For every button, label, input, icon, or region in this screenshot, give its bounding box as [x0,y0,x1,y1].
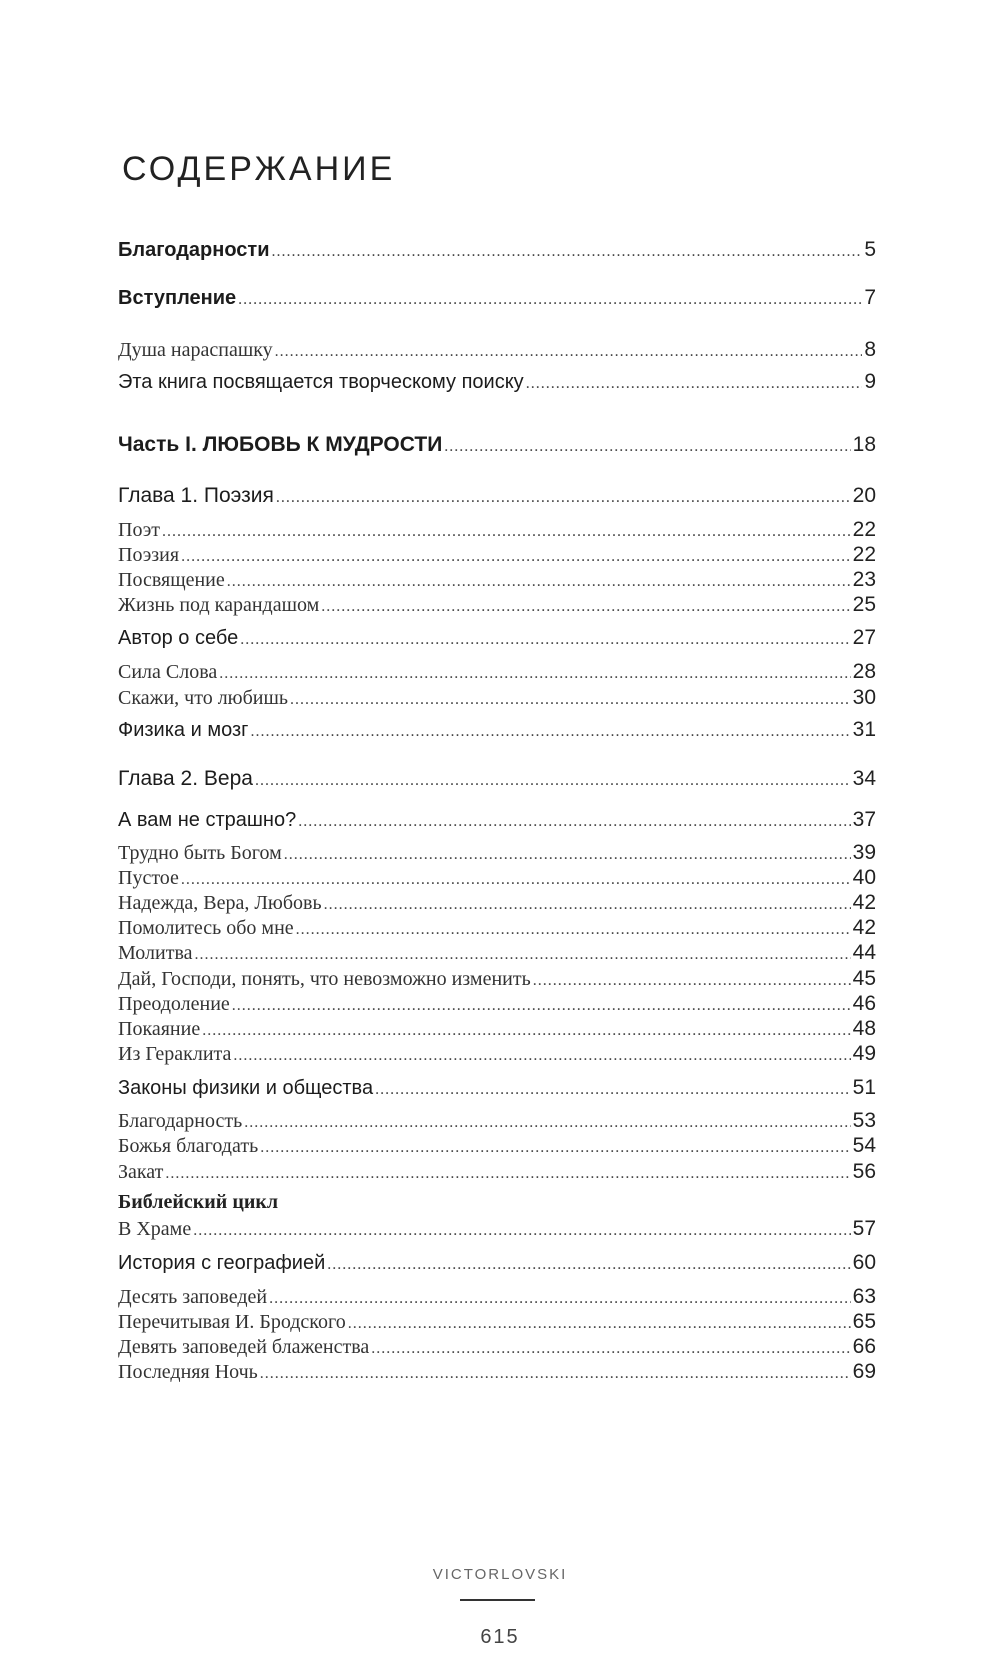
toc-entry [118,841,876,865]
toc-entry-label: Сила Слова [118,661,218,683]
toc-entry-page: 57 [852,1217,876,1240]
toc-entry-page: 5 [864,238,876,261]
toc-entry-page: 42 [852,916,876,939]
dot-leader [324,896,851,914]
toc-entry-label: Трудно быть Богом [118,842,282,864]
toc-entry-label: Часть I. ЛЮБОВЬ К МУДРОСТИ [118,433,443,456]
toc-entry-label: Надежда, Вера, Любовь [118,892,322,914]
toc-entry-page: 60 [852,1251,876,1274]
dot-leader [375,1081,851,1099]
toc-entry [118,1285,876,1309]
dot-leader [298,813,850,831]
toc-entry [118,941,876,965]
toc-entry-page: 40 [852,866,876,889]
toc-entry [118,808,876,832]
toc-entry [118,866,876,890]
dot-leader [195,946,851,964]
toc-entry-label: Поэзия [118,544,180,566]
toc-entry [118,891,876,915]
toc-entry [118,1076,876,1100]
toc-entry-label: Покаяние [118,1018,201,1040]
toc-entry-label: Глава 2. Вера [118,767,253,790]
dot-leader [260,1365,851,1383]
toc-entry-chapter [118,767,876,791]
toc-entry [118,660,876,684]
toc-entry-page: 53 [852,1109,876,1132]
toc-entry-label: Законы физики и общества [118,1077,374,1099]
toc-entry [118,1335,876,1359]
toc-entry-page: 34 [852,767,876,790]
dot-leader [238,291,862,309]
toc-entry [118,1017,876,1041]
toc-entry-label: Божья благодать [118,1135,259,1157]
toc-entry-label: Пустое [118,867,179,889]
toc-entry-page: 48 [852,1017,876,1040]
dot-leader [193,1222,850,1240]
toc-entry-page: 51 [852,1076,876,1099]
toc-entry-page: 20 [852,484,876,507]
toc-entry-label: Скажи, что любишь [118,687,289,709]
toc-entry-label: Молитва [118,942,193,964]
dot-leader [181,871,851,889]
toc-entry-page: 49 [852,1042,876,1065]
toc-entry-label: Дай, Господи, понять, что невозможно изменить [118,968,531,990]
toc-entry [118,286,876,310]
section-heading: Библейский цикл [118,1191,279,1213]
page-title: СОДЕРЖАНИЕ [122,150,396,188]
toc-entry-label: А вам не страшно? [118,809,297,831]
dot-leader [250,723,850,741]
toc-entry-page: 27 [852,626,876,649]
toc-entry-page: 39 [852,841,876,864]
dot-leader [202,1022,850,1040]
toc-entry-page: 69 [852,1360,876,1383]
toc-entry [118,967,876,991]
toc-entry-label: Эта книга посвящается творческому поиску [118,371,524,393]
toc-entry-page: 22 [852,518,876,541]
dot-leader [260,1139,850,1157]
toc-entry [118,686,876,710]
toc-entry-page: 54 [852,1134,876,1157]
dot-leader [327,1256,850,1274]
toc-entry [118,370,876,394]
dot-leader [272,243,863,261]
toc-entry [118,543,876,567]
dot-leader [526,375,863,393]
toc-entry-label: Из Гераклита [118,1043,232,1065]
toc-entry-label: Жизнь под карандашом [118,594,320,616]
publisher-brand: VICTORLOVSKI [432,1566,568,1583]
toc-entry [118,593,876,617]
dot-leader [533,972,851,990]
toc-entry [118,1109,876,1133]
toc-entry-label: Десять заповедей [118,1286,268,1308]
dot-leader [371,1340,850,1358]
toc-entry [118,916,876,940]
dot-leader [165,1165,850,1183]
dot-leader [240,631,850,649]
toc-entry [118,568,876,592]
dot-leader [275,343,863,361]
page-number: 615 [480,1626,520,1648]
dot-leader [296,921,851,939]
toc-entry-label: Девять заповедей блаженства [118,1336,370,1358]
toc-entry-page: 63 [852,1285,876,1308]
toc-entry-page: 37 [852,808,876,831]
toc-entry-label: Автор о себе [118,627,239,649]
toc-entry [118,1134,876,1158]
dot-leader [255,772,851,790]
dot-leader [244,1114,850,1132]
toc-entry-page: 42 [852,891,876,914]
toc-entry-page: 25 [852,593,876,616]
toc-entry-label: Помолитесь обо мне [118,917,294,939]
toc-entry-page: 44 [852,941,876,964]
dot-leader [276,489,851,507]
dot-leader [162,523,851,541]
toc-entry [118,1360,876,1384]
toc-entry-label: Благодарность [118,1110,243,1132]
toc-entry-chapter [118,484,876,508]
toc-entry-page: 65 [852,1310,876,1333]
toc-entry-label: Поэт [118,519,161,541]
toc-entry-page: 56 [852,1160,876,1183]
toc-entry [118,338,876,362]
toc-entry-label: Последняя Ночь [118,1361,258,1383]
toc-entry-label: Душа нараспашку [118,339,273,361]
dot-leader [269,1290,851,1308]
toc-entry [118,1217,876,1241]
dot-leader [219,665,850,683]
dot-leader [444,438,850,456]
toc-entry-page: 30 [852,686,876,709]
toc-entry-label: Физика и мозг [118,719,249,741]
toc-entry [118,1160,876,1184]
toc-entry-label: История с географией [118,1252,326,1274]
toc-entry [118,626,876,650]
toc-entry-page: 18 [852,433,876,456]
dot-leader [233,1047,850,1065]
toc-entry [118,238,876,262]
toc-entry-page: 45 [852,967,876,990]
toc-entry-page: 7 [864,286,876,309]
dot-leader [348,1315,851,1333]
toc-entry-page: 23 [852,568,876,591]
toc-entry-page: 28 [852,660,876,683]
toc-entry-label: Перечитывая И. Бродского [118,1311,346,1333]
toc-entry-page: 8 [864,338,876,361]
dot-leader [290,691,851,709]
toc-entry-page: 31 [852,718,876,741]
footer-divider [460,1599,535,1601]
toc-entry-label: Преодоление [118,993,230,1015]
dot-leader [284,846,851,864]
toc-entry [118,992,876,1016]
toc-entry-label: В Храме [118,1218,192,1240]
toc-entry-page: 22 [852,543,876,566]
toc-entry [118,1310,876,1334]
toc-entry-label: Вступление [118,287,237,309]
dot-leader [321,598,850,616]
toc-entry-page: 66 [852,1335,876,1358]
toc-entry [118,1251,876,1275]
toc-entry-label: Закат [118,1161,164,1183]
dot-leader [227,573,851,591]
dot-leader [181,548,851,566]
toc-entry [118,518,876,542]
toc-entry-page: 9 [864,370,876,393]
toc-entry-page: 46 [852,992,876,1015]
toc-entry [118,1042,876,1066]
dot-leader [232,997,851,1015]
toc-entry-label: Посвящение [118,569,225,591]
toc-entry [118,718,876,742]
toc-entry-label: Глава 1. Поэзия [118,484,274,507]
toc-entry-label: Благодарности [118,239,270,261]
toc-entry-part [118,433,876,457]
